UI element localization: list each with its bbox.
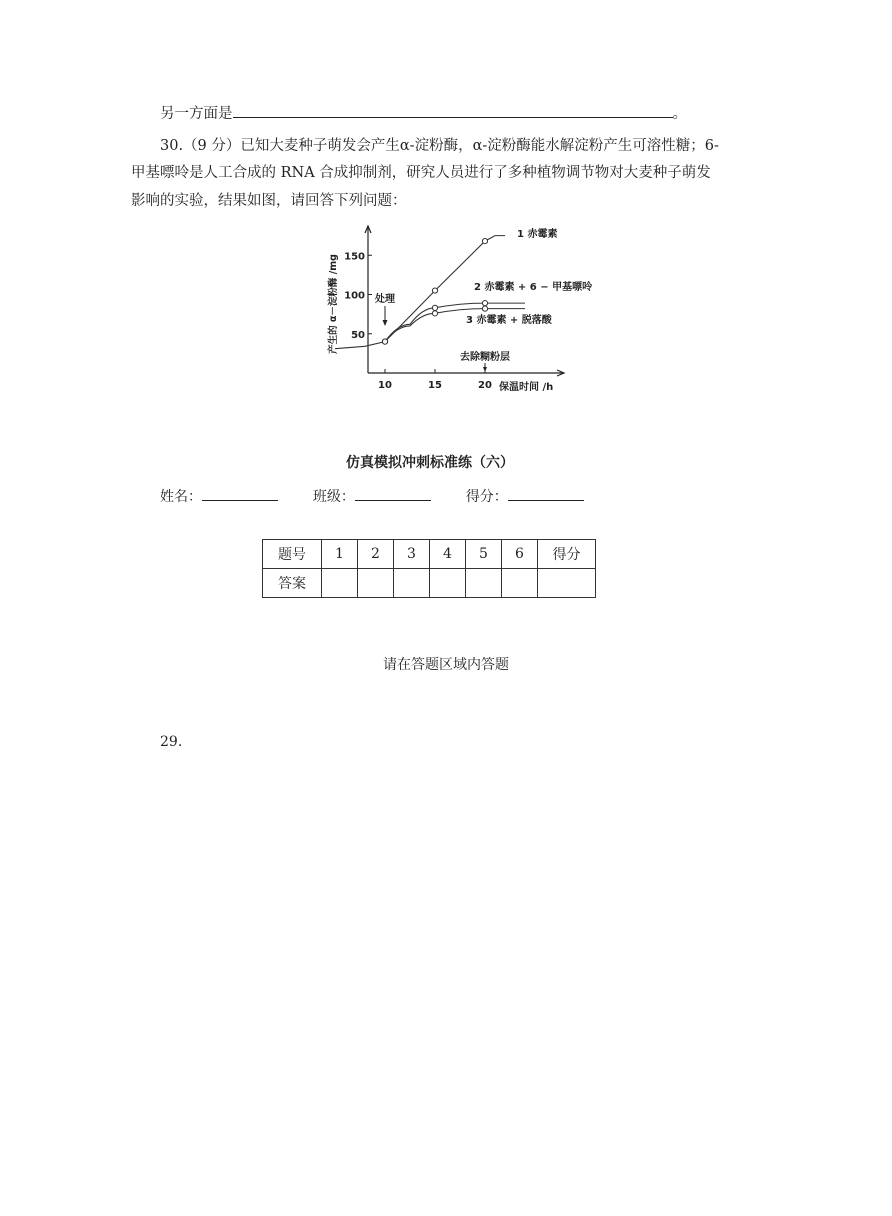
chart-axes [344,226,564,391]
answer-table-header-row [263,540,596,569]
answer-cell-score[interactable] [538,569,596,598]
x-tick-label: 10 [378,380,392,391]
series-label-2: 2 赤霉素 + 6 − 甲基嘌呤 [474,282,593,293]
annotation-treatment: 处理 [375,294,395,305]
answer-cell-5[interactable] [466,569,502,598]
class-label: 班级： [312,489,355,505]
header-cell-2: 2 [358,540,394,569]
x-tick-label: 15 [428,380,442,391]
score-label: 得分： [465,489,508,505]
name-label: 姓名： [160,489,202,505]
q30-line-2: 甲基嘌呤是人工合成的 RNA 合成抑制剂，研究人员进行了多种植物调节物对大麦种子萌发 [131,165,711,181]
answer-cell-2[interactable] [358,569,394,598]
answer-cell-4[interactable] [430,569,466,598]
header-cell-3: 3 [394,540,430,569]
answer-table-answer-row [263,569,596,598]
q30-line-3: 影响的实验，结果如图，请回答下列问题： [131,193,407,209]
header-cell-score: 得分 [538,540,596,569]
q30-line-1: 30.（9 分）已知大麦种子萌发会产生α-淀粉酶，α-淀粉酶能水解淀粉产生可溶性糖；6- [160,138,719,154]
y-tick-label: 150 [344,251,365,263]
student-info [160,484,584,506]
series-1-marker [482,239,487,244]
amylase-line-chart [318,222,593,400]
answer-cell-1[interactable] [322,569,358,598]
y-tick-label: 100 [344,290,365,302]
score-field[interactable] [508,484,584,501]
x-tick-label: 20 [478,380,492,391]
header-cell-question-number: 题号 [263,540,322,569]
start-marker [382,339,387,344]
y-tick-label: 50 [351,329,365,341]
series-label-1: 1 赤霉素 [517,229,558,240]
answer-cell-6[interactable] [502,569,538,598]
series-1-marker [432,288,437,293]
name-field[interactable] [202,484,278,501]
series-3-marker [432,311,437,316]
answer-cell-3[interactable] [394,569,430,598]
answer-table [262,539,596,598]
x-axis-label: 保温时间 /h [499,382,554,393]
q29-tail-text: 另一方面是 [160,106,233,122]
header-cell-6: 6 [502,540,538,569]
q29-answer-blank[interactable] [233,101,673,118]
annotation-remove-arrowhead [483,367,487,372]
y-axis-label: 产生的 α－淀粉酶 /mg [328,254,339,354]
q29-label: 29. [160,734,183,750]
series-2-marker [482,301,487,306]
header-cell-4: 4 [430,540,466,569]
annotation-remove-aleurone: 去除糊粉层 [460,352,510,363]
annotation-treatment-arrowhead [383,320,388,326]
class-field[interactable] [355,484,431,501]
header-cell-1: 1 [322,540,358,569]
section-title: 仿真模拟冲刺标准练（六） [346,455,514,471]
answer-row-label: 答案 [263,569,322,598]
series-2-marker [432,305,437,310]
q29-tail-line [160,100,687,128]
answer-area-prompt: 请在答题区域内答题 [383,657,509,673]
series-label-3: 3 赤霉素 + 脱落酸 [466,315,552,326]
q29-end-mark: 。 [672,106,687,122]
header-cell-5: 5 [466,540,502,569]
series-3-marker [482,306,487,311]
